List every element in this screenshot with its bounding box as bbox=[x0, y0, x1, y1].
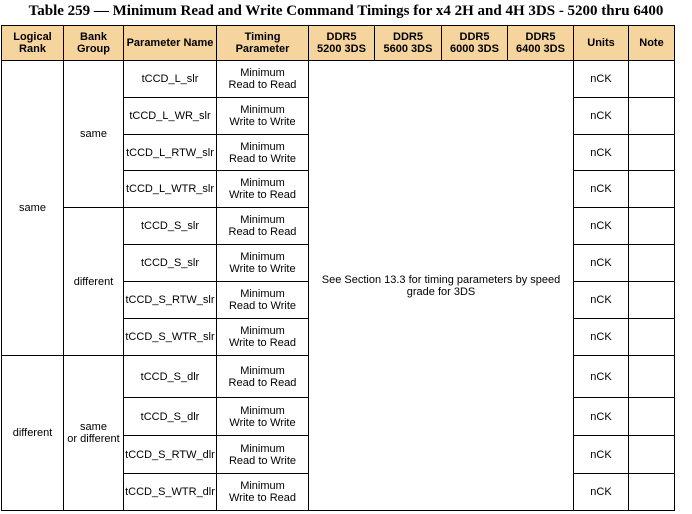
note-cell bbox=[629, 98, 675, 135]
bank-group-different-cell: different bbox=[64, 208, 124, 356]
parameter-name-cell: tCCD_S_dlr bbox=[124, 398, 217, 436]
header-units: Units bbox=[574, 26, 629, 61]
timing-parameter-cell: Minimum Read to Read bbox=[217, 61, 309, 98]
parameter-name-cell: tCCD_S_slr bbox=[124, 245, 217, 282]
timing-parameter-cell: Minimum Write to Write bbox=[217, 398, 309, 436]
header-ddr5-6400: DDR5 6400 3DS bbox=[508, 26, 574, 61]
note-cell bbox=[629, 282, 675, 319]
logical-rank-different-cell: different bbox=[2, 356, 64, 511]
timing-table bbox=[1, 25, 675, 511]
header-parameter-name: Parameter Name bbox=[124, 26, 217, 61]
note-cell bbox=[629, 245, 675, 282]
header-ddr5-5200: DDR5 5200 3DS bbox=[309, 26, 375, 61]
header-bank-group: Bank Group bbox=[64, 26, 124, 61]
parameter-name-cell: tCCD_S_dlr bbox=[124, 356, 217, 398]
bank-group-same-or-different-cell: same or different bbox=[64, 356, 124, 511]
note-cell bbox=[629, 61, 675, 98]
note-cell bbox=[629, 319, 675, 356]
timing-parameter-cell: Minimum Read to Read bbox=[217, 208, 309, 245]
note-cell bbox=[629, 208, 675, 245]
header-ddr5-6000: DDR5 6000 3DS bbox=[442, 26, 508, 61]
parameter-name-cell: tCCD_L_RTW_slr bbox=[124, 135, 217, 171]
parameter-name-cell: tCCD_S_RTW_dlr bbox=[124, 436, 217, 474]
parameter-name-cell: tCCD_S_RTW_slr bbox=[124, 282, 217, 319]
note-cell bbox=[629, 436, 675, 474]
timing-parameter-cell: Minimum Read to Write bbox=[217, 436, 309, 474]
units-cell: nCK bbox=[574, 61, 629, 98]
header-timing-parameter: Timing Parameter bbox=[217, 26, 309, 61]
table-title: Table 259 — Minimum Read and Write Command Timings for x4 2H and 4H 3DS - 5200 thru 6400 bbox=[28, 3, 664, 19]
parameter-name-cell: tCCD_S_WTR_slr bbox=[124, 319, 217, 356]
header-ddr5-5600: DDR5 5600 3DS bbox=[375, 26, 442, 61]
timing-parameter-cell: Minimum Write to Read bbox=[217, 171, 309, 208]
timing-parameter-cell: Minimum Read to Write bbox=[217, 282, 309, 319]
units-cell: nCK bbox=[574, 208, 629, 245]
timing-parameter-cell: Minimum Write to Write bbox=[217, 245, 309, 282]
timing-parameter-cell: Minimum Write to Read bbox=[217, 319, 309, 356]
timing-parameter-cell: Minimum Read to Read bbox=[217, 356, 309, 398]
timing-parameter-cell: Minimum Write to Read bbox=[217, 474, 309, 511]
note-cell bbox=[629, 356, 675, 398]
logical-rank-same-cell: same bbox=[2, 61, 64, 356]
units-cell: nCK bbox=[574, 282, 629, 319]
parameter-name-cell: tCCD_S_WTR_dlr bbox=[124, 474, 217, 511]
timing-parameter-cell: Minimum Read to Write bbox=[217, 135, 309, 171]
note-cell bbox=[629, 474, 675, 511]
table-row bbox=[2, 61, 675, 98]
units-cell: nCK bbox=[574, 474, 629, 511]
bank-group-same-cell: same bbox=[64, 61, 124, 208]
units-cell: nCK bbox=[574, 135, 629, 171]
parameter-name-cell: tCCD_L_WTR_slr bbox=[124, 171, 217, 208]
parameter-name-cell: tCCD_S_slr bbox=[124, 208, 217, 245]
units-cell: nCK bbox=[574, 319, 629, 356]
timing-parameter-cell: Minimum Write to Write bbox=[217, 98, 309, 135]
header-logical-rank: Logical Rank bbox=[2, 26, 64, 61]
header-row bbox=[2, 26, 675, 61]
units-cell: nCK bbox=[574, 398, 629, 436]
note-cell bbox=[629, 398, 675, 436]
units-cell: nCK bbox=[574, 436, 629, 474]
units-cell: nCK bbox=[574, 245, 629, 282]
note-cell bbox=[629, 135, 675, 171]
note-cell bbox=[629, 171, 675, 208]
units-cell: nCK bbox=[574, 171, 629, 208]
parameter-name-cell: tCCD_L_slr bbox=[124, 61, 217, 98]
units-cell: nCK bbox=[574, 98, 629, 135]
units-cell: nCK bbox=[574, 356, 629, 398]
header-note: Note bbox=[629, 26, 675, 61]
parameter-name-cell: tCCD_L_WR_slr bbox=[124, 98, 217, 135]
speed-grade-note-cell: See Section 13.3 for timing parameters by speed grade for 3DS bbox=[309, 61, 574, 511]
